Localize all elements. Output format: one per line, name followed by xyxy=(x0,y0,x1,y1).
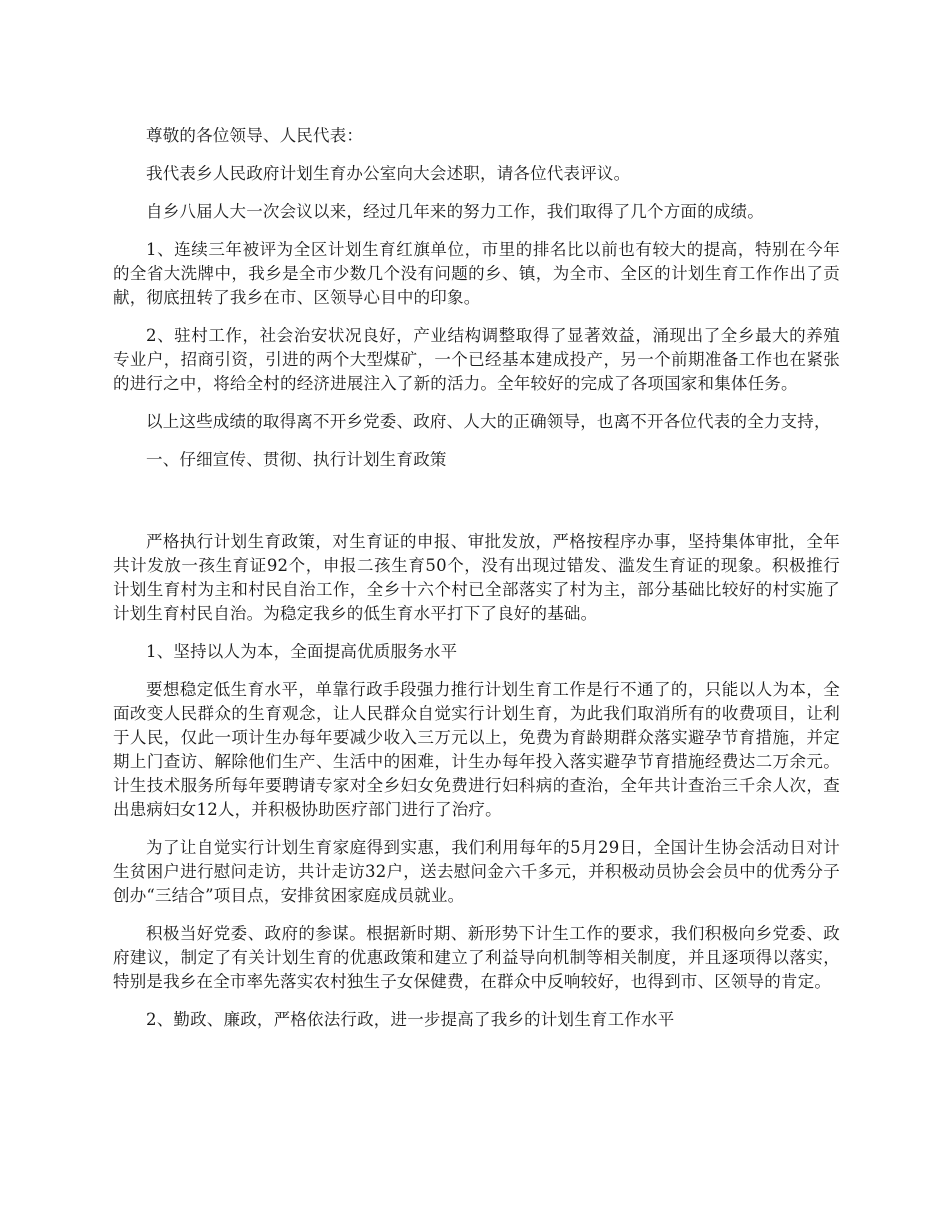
document-body xyxy=(113,124,840,1046)
paragraph: 为了让自觉实行计划生育家庭得到实惠，我们利用每年的5月29日，全国计生协会活动日对计生贫困户进行慰问走访，共计走访32户，送去慰问金六千多元，并积极动员协会会员中的优秀分子创办“三结合”项目点，安排贫困家庭成员就业。 xyxy=(113,838,840,905)
paragraph: 要想稳定低生育水平，单靠行政手段强力推行计划生育工作是行不通了的，只能以人为本，全面改变人民群众的生育观念，让人民群众自觉实行计划生育，为此我们取消所有的收费项目，让利于人民，仅此一项计生办每年要减少收入三万元以上，免费为育龄期群众落实避孕节育措施，并定期上门查访、解除他们生产、生活中的困难，计生办每年投入落实避孕节育措施经费达二万余元。计生技术服务所每年要聘请专家对全乡妇女免费进行妇科病的查治，全年共计查治三千余人次，查出患病妇女12人，并积极协助医疗部门进行了治疗。 xyxy=(113,680,840,819)
salutation: 尊敬的各位领导、人民代表： xyxy=(146,126,364,145)
blank-space xyxy=(113,486,840,530)
paragraph: 严格执行计划生育政策，对生育证的申报、审批发放，严格按程序办事，坚持集体审批，全年共计发放一孩生育证92个，申报二孩生育50个，没有出现过错发、滥发生育证的现象。积极推行计划生育村为主和村民自治工作，全乡十六个村已全部落实了村为主，部分基础比较好的村实施了计划生育村民自治。为稳定我乡的低生育水平打下了良好的基础。 xyxy=(113,532,840,623)
paragraph: 积极当好党委、政府的参谋。根据新时期、新形势下计生工作的要求，我们积极向乡党委、政府建议，制定了有关计划生育的优惠政策和建立了利益导向机制等相关制度，并且逐项得以落实，特别是我乡在全市率先落实农村独生子女保健费，在群众中反响较好，也得到市、区领导的肯定。 xyxy=(113,924,840,991)
section-heading: 一、仔细宣传、贯彻、执行计划生育政策 xyxy=(146,450,447,469)
paragraph: 我代表乡人民政府计划生育办公室向大会述职，请各位代表评议。 xyxy=(146,164,631,183)
paragraph: 1、连续三年被评为全区计划生育红旗单位，市里的排名比以前也有较大的提高，特别在今年的全省大洗牌中，我乡是全市少数几个没有问题的乡、镇，为全市、全区的计划生育工作作出了贡献，彻底扭转了我乡在市、区领导心目中的印象。 xyxy=(113,240,840,307)
paragraph: 自乡八届人大一次会议以来，经过几年来的努力工作，我们取得了几个方面的成绩。 xyxy=(146,202,764,221)
paragraph: 以上这些成绩的取得离不开乡党委、政府、人大的正确领导，也离不开各位代表的全力支持， xyxy=(146,412,831,431)
subsection-heading: 1、坚持以人为本，全面提高优质服务水平 xyxy=(146,642,458,661)
subsection-heading: 2、勤政、廉政，严格依法行政，进一步提高了我乡的计划生育工作水平 xyxy=(146,1010,675,1029)
paragraph: 2、驻村工作，社会治安状况良好，产业结构调整取得了显著效益，涌现出了全乡最大的养殖专业户，招商引资，引进的两个大型煤矿，一个已经基本建成投产，另一个前期准备工作也在紧张的进行之中，将给全村的经济进展注入了新的活力。全年较好的完成了各项国家和集体任务。 xyxy=(113,326,840,393)
